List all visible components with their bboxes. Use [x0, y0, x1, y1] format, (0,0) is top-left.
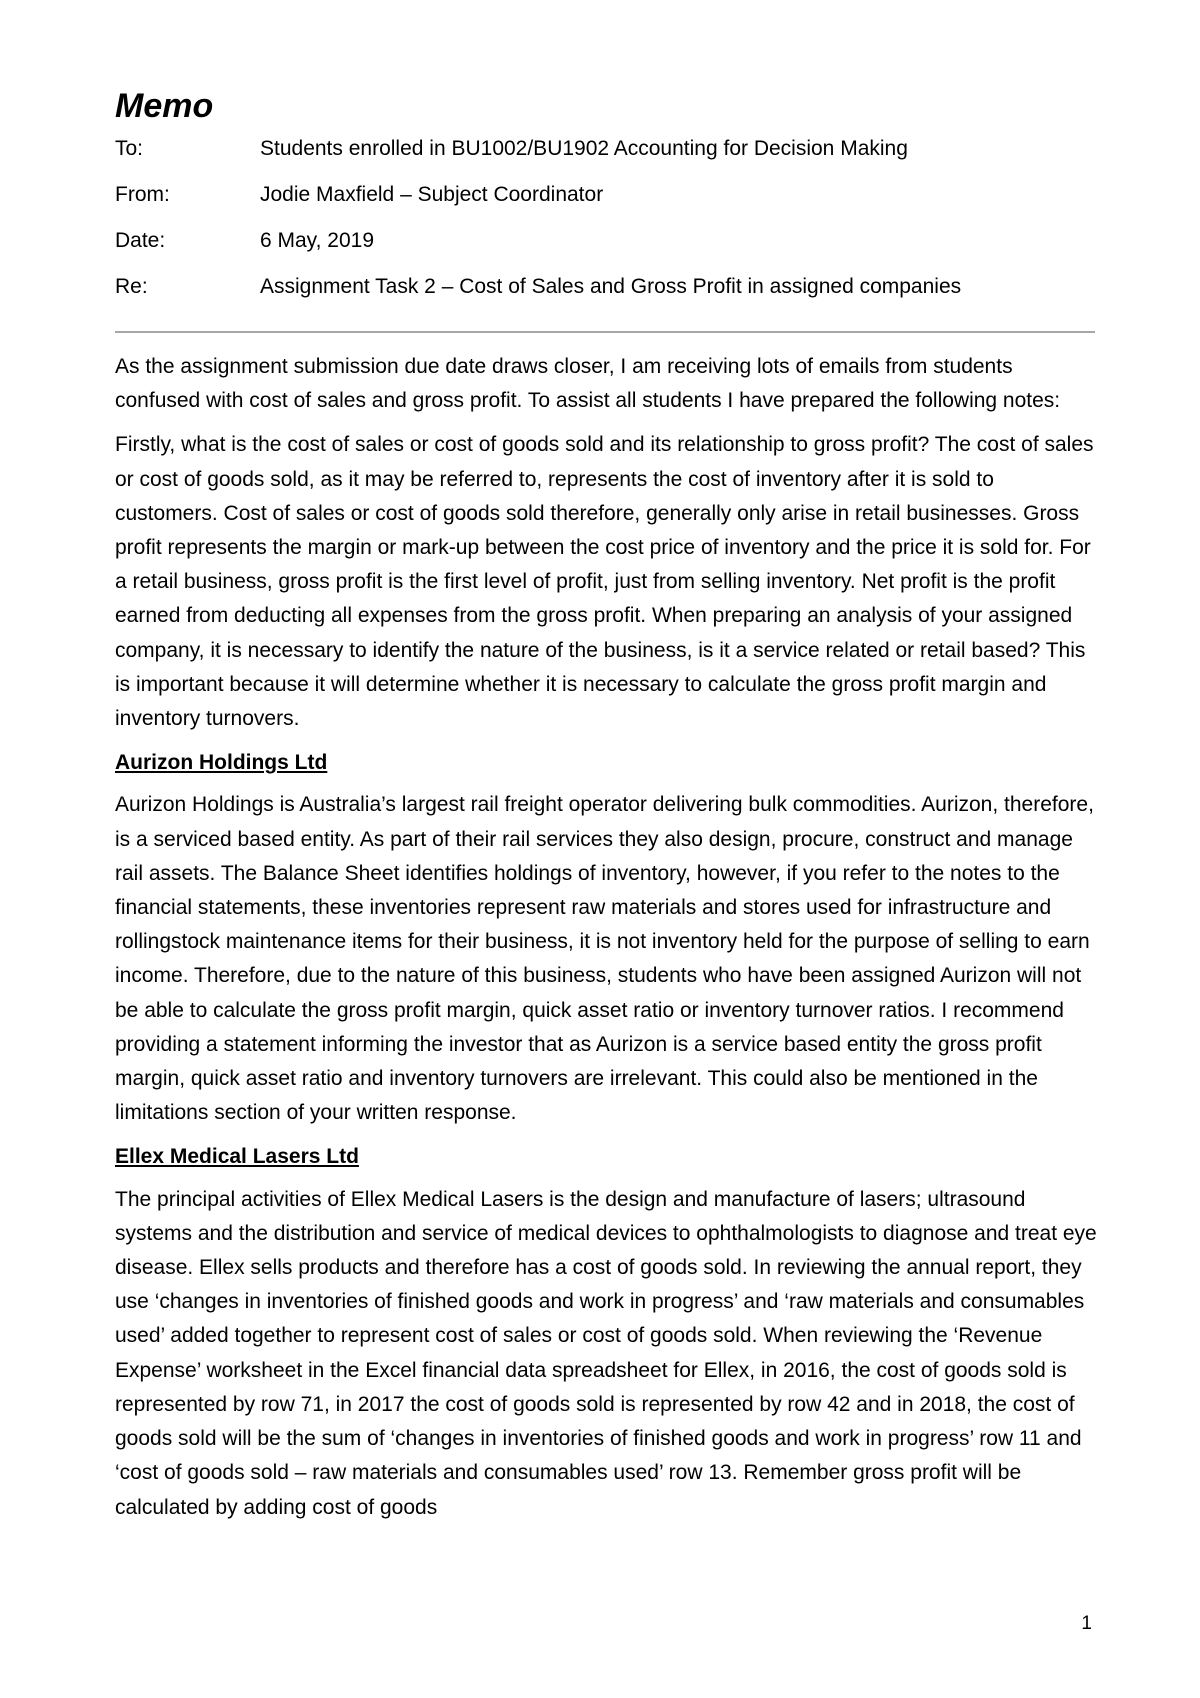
memo-body — [115, 350, 1100, 1535]
ellex-heading: Ellex Medical Lasers Ltd — [115, 1145, 359, 1169]
ellex-paragraph: The principal activities of Ellex Medical Lasers is the design and manufacture of lasers; ultrasound systems and the distribution and service of medical devices to ophthalmologists to diagnose and treat eye disease. Ellex sells products and therefore has a cost of goods sold. In reviewing the annual report, they use ‘changes in inventories of finished goods and work in progress’ and ‘raw materials and consumables used’ added together to represent cost of sales or cost of goods sold. When reviewing the ‘Revenue Expense’ worksheet in the Excel financial data spreadsheet for Ellex, in 2016, the cost of goods sold is represented by row 71, in 2017 the cost of goods sold is represented by row 42 and in 2018, the cost of goods sold will be the sum of ‘changes in inventories of finished goods and work in progress’ row 11 and ‘cost of goods sold – raw materials and consumables used’ row 13. Remember gross profit will be calculated by adding cost of goods — [115, 1187, 1097, 1519]
memo-from-label: From: — [115, 183, 170, 206]
memo-date-row — [115, 226, 1095, 272]
header-divider — [115, 331, 1095, 333]
memo-re-row — [115, 272, 1095, 318]
memo-from-row — [115, 180, 1095, 226]
memo-date-label: Date: — [115, 229, 166, 252]
memo-to-label: To: — [115, 137, 144, 160]
intro-paragraph: As the assignment submission due date draws closer, I am receiving lots of emails from students confused with cost of sales and gross profit. To assist all students I have prepared the following notes: — [115, 355, 1061, 413]
memo-title: Memo — [115, 87, 214, 125]
firstly-paragraph: Firstly, what is the cost of sales or cost of goods sold and its relationship to gross profit? The cost of sales or cost of goods sold, as it may be referred to, represents the cost of inventory after it is sold to customers. Cost of sales or cost of goods sold therefore, generally only arise in retail businesses. Gross profit represents the margin or mark-up between the cost price of inventory and the price it is sold for. For a retail business, gross profit is the first level of profit, just from selling inventory. Net profit is the profit earned from deducting all expenses from the gross profit. When preparing an analysis of your assigned company, it is necessary to identify the nature of the business, is it a service related or retail based? This is important because it will determine whether it is necessary to calculate the gross profit margin and inventory turnovers. — [115, 433, 1094, 731]
aurizon-heading: Aurizon Holdings Ltd — [115, 751, 328, 775]
memo-to-row — [115, 134, 1095, 180]
aurizon-paragraph: Aurizon Holdings is Australia’s largest rail freight operator delivering bulk commodities. Aurizon, therefore, is a serviced based entity. As part of their rail services they also design, procure, construct and manage rail assets. The Balance Sheet identifies holdings of inventory, however, if you refer to the notes to the financial statements, these inventories represent raw materials and stores used for infrastructure and rollingstock maintenance items for their business, it is not inventory held for the purpose of selling to earn income. Therefore, due to the nature of this business, students who have been assigned Aurizon will not be able to calculate the gross profit margin, quick asset ratio or inventory turnover ratios. I recommend providing a statement informing the investor that as Aurizon is a service based entity the gross profit margin, quick asset ratio and inventory turnovers are irrelevant. This could also be mentioned in the limitations section of your written response. — [115, 793, 1094, 1125]
memo-re-value: Assignment Task 2 – Cost of Sales and Gross Profit in assigned companies — [260, 275, 962, 298]
page-number: 1 — [1081, 1613, 1092, 1634]
memo-to-value: Students enrolled in BU1002/BU1902 Accounting for Decision Making — [260, 137, 908, 160]
memo-re-label: Re: — [115, 275, 148, 298]
memo-from-value: Jodie Maxfield – Subject Coordinator — [260, 183, 604, 206]
memo-date-value: 6 May, 2019 — [260, 229, 375, 252]
memo-header — [115, 134, 1095, 318]
